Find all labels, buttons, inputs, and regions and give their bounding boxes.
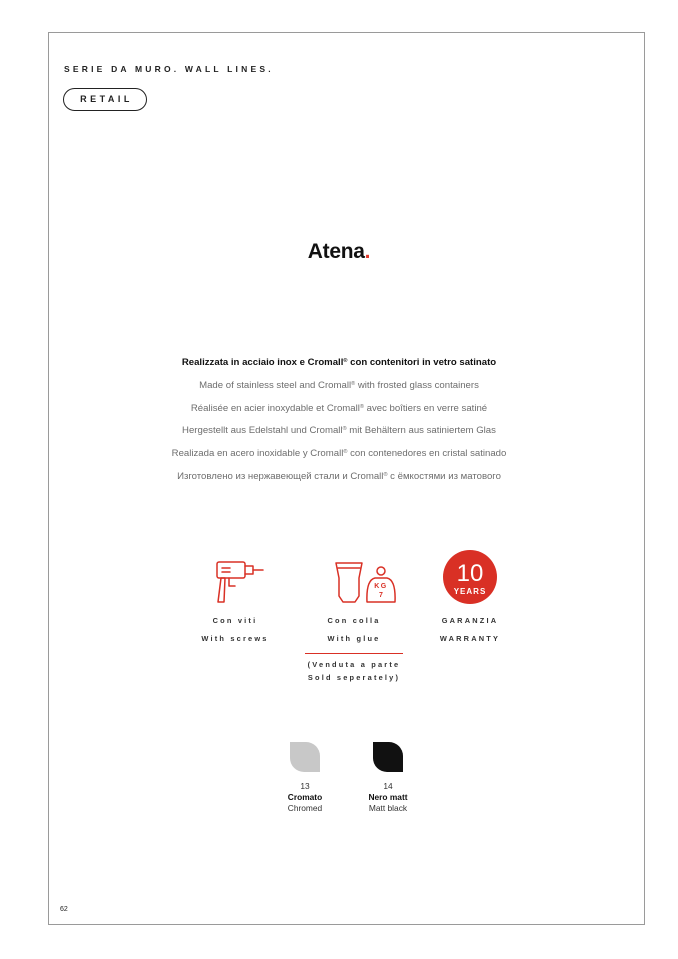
finish-name: Nero matt — [368, 792, 408, 802]
warranty-years-word: YEARS — [453, 587, 487, 596]
finish-matt-black — [348, 781, 428, 814]
warranty-badge-icon — [440, 548, 500, 608]
finish-name-en: Matt black — [368, 803, 408, 813]
series-heading: SERIE DA MURO. WALL LINES. — [64, 64, 274, 74]
glue-tube-icon — [311, 558, 397, 608]
finish-code: 13 — [300, 781, 310, 791]
feature-glue — [294, 558, 414, 653]
description-fr: Réalisée en acier inoxydable et Cromall® avec boîtiers en verre satiné — [190, 403, 488, 414]
warranty-label-it: GARANZIA — [441, 616, 499, 625]
drill-icon — [205, 558, 265, 608]
page-number: 62 — [60, 906, 68, 913]
finish-name-en: Chromed — [287, 803, 323, 813]
weight-value: 7 — [379, 592, 383, 599]
screws-label-en: With screws — [201, 634, 269, 643]
finish-swatch-chromed — [290, 742, 320, 772]
feature-warranty — [410, 548, 530, 653]
screws-label-it: Con viti — [212, 616, 258, 625]
sold-separately-divider — [305, 653, 403, 654]
warranty-label-en: WARRANTY — [439, 634, 501, 643]
retail-badge: RETAIL — [63, 88, 147, 111]
finish-code: 14 — [383, 781, 393, 791]
description-es: Realizada en acero inoxidable y Cromall® con contenedores en cristal satinado — [171, 448, 507, 459]
description-it: Realizzata in acciaio inox e Cromall® con contenitori in vetro satinato — [181, 357, 497, 368]
finish-name: Cromato — [287, 792, 323, 802]
product-title — [0, 240, 678, 264]
description-de: Hergestellt aus Edelstahl und Cromall® mit Behältern aus satiniertem Glas — [182, 425, 496, 436]
finish-chromed — [265, 781, 345, 814]
glue-label-it: Con colla — [327, 616, 381, 625]
description-en: Made of stainless steel and Cromall® with frosted glass containers — [199, 380, 479, 391]
feature-screws — [175, 558, 295, 653]
product-title-dot: . — [364, 240, 371, 263]
glue-label-en: With glue — [327, 634, 381, 643]
warranty-years-number: 10 — [456, 560, 484, 587]
sold-separately-en: Sold seperately) — [307, 673, 401, 682]
weight-unit: KG — [374, 583, 388, 590]
product-name: Atena — [307, 240, 365, 263]
sold-separately-it: (Venduta a parte — [307, 660, 401, 669]
description-ru: Изготовлено из нержавеющей стали и Cromall® с ёмкостями из матового — [177, 471, 501, 482]
finish-swatch-matt-black — [373, 742, 403, 772]
